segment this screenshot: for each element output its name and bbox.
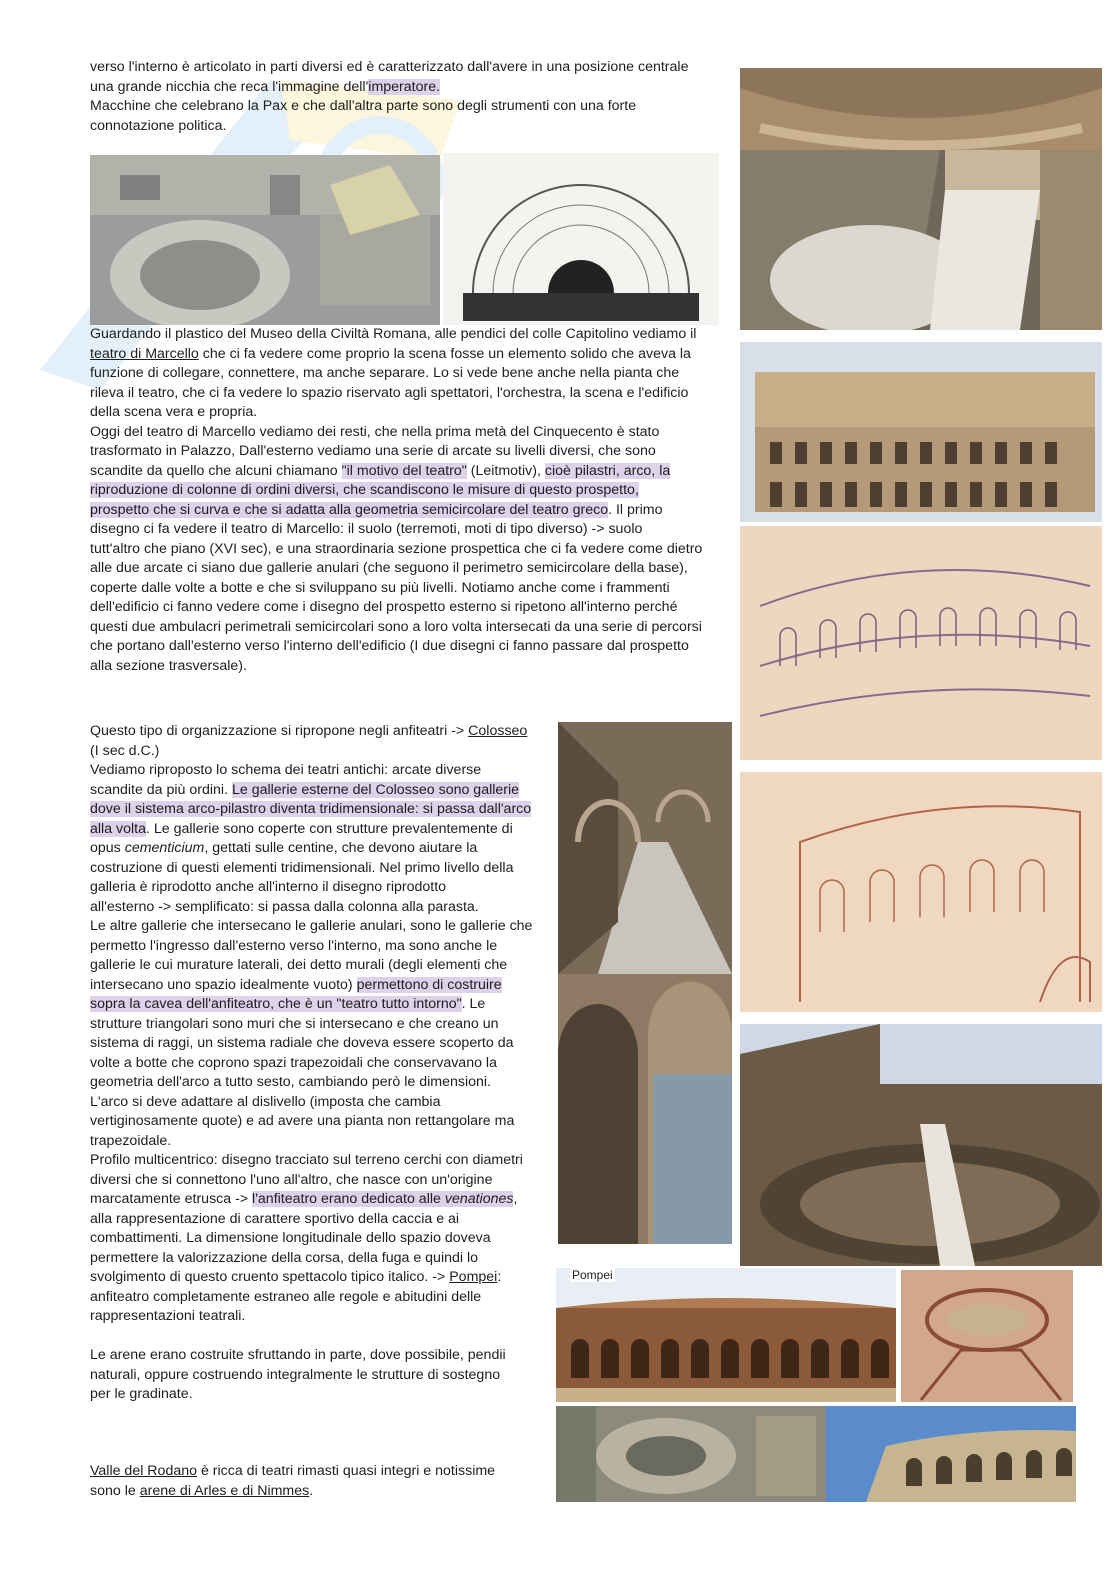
text-line: sono le arene di Arles e di Nimmes. <box>90 1482 314 1499</box>
text-line: svolgimento di questo cruento spettacolo tipico italico. -> Pompei: <box>90 1269 502 1285</box>
theatre-top-photo <box>740 68 1102 150</box>
text-line: diversi che si connettono l'uno all'altro, che nasce con un'origine <box>90 1171 493 1188</box>
text-line: vertiginosamente quote) e ad avere una pianta non rettangolare ma <box>90 1113 515 1129</box>
text-line: anfiteatro completamente estraneo alle regole e abitudini delle <box>90 1288 482 1305</box>
text-line: una grande nicchia che reca l'immagine dell'imperatore. <box>90 78 441 95</box>
text-line: prospetto che si curva e che si adatta alla geometria semicircolare del teatro greco. Il primo <box>90 501 663 518</box>
text-line: permetto l'ingresso dall'esterno verso l'interno, ma sono anche le <box>90 937 498 954</box>
text-line: galleria è riprodotto anche all'interno il disegno riprodotto <box>90 879 447 895</box>
rodano-paragraph <box>90 1462 552 1501</box>
text-line: della scena vera e propria. <box>90 404 258 420</box>
intro-paragraph <box>90 58 730 136</box>
text-line: opus cementicium, gettati sulle centine, che devono aiutare la <box>90 840 478 856</box>
text-line: combattimenti. La dimensione longitudinale dello spazio doveva <box>90 1230 491 1246</box>
text-line: Valle del Rodano è ricca di teatri rimasti quasi integri e notissime <box>90 1463 496 1479</box>
marcello-sketch-drawing <box>740 526 1102 760</box>
theatre-plan-drawing <box>443 153 719 325</box>
text-line: che portano dall'esterno verso l'interno dell'edificio (I due disegni ci fanno passare dal prospetto <box>90 638 689 654</box>
text-line: verso l'interno è articolato in parti diversi ed è caratterizzato dall'avere in una posizione centrale <box>90 59 689 75</box>
text-line: L'arco si deve adattare al dislivello (imposta che cambia <box>90 1093 441 1110</box>
text-line: Guardando il plastico del Museo della Civiltà Romana, alle pendici del colle Capitolino vediamo il <box>90 326 697 342</box>
highlight: dove il sistema arco-pilastro diventa tridimensionale: si passa dall'arco <box>90 801 532 817</box>
arene-paragraph <box>90 1346 552 1405</box>
text-line: scandite da più ordini. Le gallerie esterne del Colosseo sono gallerie <box>90 781 520 798</box>
text-line: costruzione di questi elementi tridimensionali. Nel primo livello della <box>90 859 514 876</box>
pompei-link[interactable]: Pompei <box>449 1269 498 1285</box>
text-line: per le gradinate. <box>90 1386 193 1402</box>
text-line: Oggi del teatro di Marcello vediamo dei resti, che nella prima metà del Cinquecento è stato <box>90 423 660 440</box>
text-line: scandite da quello che alcuni chiamano "il motivo del teatro" (Leitmotiv), cioè pilastri, arco, la <box>90 462 671 479</box>
marcello-theatre-photo <box>740 342 1102 522</box>
arles-nimmes-link[interactable]: arene di Arles e di Nimmes <box>139 1482 310 1499</box>
text-line: connotazione politica. <box>90 117 227 134</box>
text-line: alla rappresentazione di carattere sportivo della caccia e ai <box>90 1210 460 1227</box>
text-line: rappresentazioni teatrali. <box>90 1308 246 1324</box>
colosseum-paragraph <box>90 722 552 1327</box>
gallery-corridor-photo <box>558 722 732 974</box>
highlight: Le gallerie esterne del Colosseo sono gallerie <box>231 781 520 798</box>
text-line: trasformato in Palazzo, Dall'esterno vediamo una serie di arcate su livelli diversi, che sono <box>90 443 656 459</box>
text-line: funzione di collegare, connettere, ma anche separare. Lo si vede bene anche nella pianta che <box>90 365 680 381</box>
highlight: l'anfiteatro erano dedicato alle venationes <box>252 1191 514 1207</box>
text-line: (I sec d.C.) <box>90 742 160 759</box>
pompei-fresco-photo <box>901 1270 1073 1402</box>
plastico-image <box>90 155 440 325</box>
highlight: riproduzione di colonne di ordini diversi, che scandiscono le misure di questo prospetto, <box>90 482 639 498</box>
highlight: sopra la cavea dell'anfiteatro, che è un "teatro tutto intorno" <box>90 996 462 1012</box>
text-line: rileva il teatro, che ci fa vedere lo spazio riservato agli spettatori, l'orchestra, la scena e l'edificio <box>90 384 689 401</box>
highlight: alla volta <box>90 820 146 837</box>
text-line <box>90 800 552 820</box>
colosseum-interior-photo <box>740 1024 1102 1266</box>
text-line: Le arene erano costruite sfruttando in parte, dove possibile, pendii <box>90 1347 506 1363</box>
text-line: alla sezione trasversale). <box>90 657 247 674</box>
text-line: Vediamo riproposto lo schema dei teatri antichi: arcate diverse <box>90 762 482 778</box>
rodano-link[interactable]: Valle del Rodano <box>90 1463 198 1479</box>
highlight: permettono di costruire <box>356 976 502 993</box>
marcello-paragraph <box>90 325 730 676</box>
text-line: teatro di Marcello che ci fa vedere come proprio la scena fosse un elemento solido che aveva la <box>90 345 691 362</box>
gallery-arch-photo <box>558 974 732 1244</box>
text-line: intersecano uno spazio idealmente vuoto) permettono di costruire <box>90 976 502 993</box>
text-line: Le altre gallerie che intersecano le gallerie anulari, sono le gallerie che <box>90 918 533 934</box>
text-line: strutture triangolari sono muri che si intersecano e che creano un <box>90 1015 499 1032</box>
highlight: cioè pilastri, arco, la <box>544 462 671 479</box>
text-line: marcatamente etrusca -> l'anfiteatro erano dedicato alle venationes, <box>90 1191 518 1207</box>
text-line: disegno ci fa vedere il teatro di Marcello: il suolo (terremoti, moti di tipo diverso) -> suolo <box>90 521 643 537</box>
text-line <box>90 481 730 501</box>
nimes-arena-photo <box>826 1406 1076 1502</box>
highlight: "il motivo del teatro" <box>341 462 467 479</box>
highlight: imperatore. <box>368 78 441 95</box>
text-line: Macchine che celebrano la Pax e che dall'altra parte sono degli strumenti con una forte <box>90 98 637 114</box>
text-line: alla volta. Le gallerie sono coperte con strutture prevalentemente di <box>90 820 513 837</box>
text-line: Profilo multicentrico: disegno tracciato sul terreno cerchi con diametri <box>90 1152 523 1168</box>
arles-aerial-photo <box>556 1406 826 1502</box>
colosseum-sketch-drawing <box>740 772 1102 1012</box>
text-line: Questo tipo di organizzazione si ripropone negli anfiteatri -> Colosseo <box>90 723 528 739</box>
pompei-caption: Pompei <box>572 1268 613 1282</box>
text-line: sistema di raggi, un sistema radiale che doveva essere scoperto da <box>90 1035 514 1051</box>
pompei-amphitheatre-photo <box>556 1268 896 1402</box>
text-line: naturali, oppure costruendo integralmente le strutture di sostegno <box>90 1366 501 1383</box>
text-line: dell'edificio ci fanno vedere come i disegno del prospetto esterno si ripetono all'interno perché <box>90 599 678 615</box>
text-line: permettere la valorizzazione della corsa, della fuga e quindi lo <box>90 1249 479 1266</box>
text-line: trapezoidale. <box>90 1132 172 1149</box>
text-line: alle due arcate ci siano due gallerie anulari (che seguono il perimetro semicircolare della base), <box>90 560 688 576</box>
text-line: coperte dalle volte a botte e che si sviluppano su più livelli. Notiamo anche come i frammenti <box>90 579 670 596</box>
text-line: volte a botte che coprono spazi trapezoidali che conservavano la <box>90 1054 497 1071</box>
theatre-cavea-photo <box>740 150 1102 330</box>
highlight: prospetto che si curva e che si adatta alla geometria semicircolare del teatro greco <box>90 501 609 518</box>
text-line: gallerie le cui murature laterali, dei detto murali (degli elementi che <box>90 957 508 973</box>
text-line: geometria dell'arco a tutto sesto, cambiando però le dimensioni. <box>90 1074 491 1090</box>
marcello-link[interactable]: teatro di Marcello <box>90 345 199 362</box>
text-line: sopra la cavea dell'anfiteatro, che è un "teatro tutto intorno". Le <box>90 996 486 1012</box>
text-line: tutt'altro che piano (XVI sec), e una straordinaria sezione prospettica che ci fa vedere come dietro <box>90 540 703 557</box>
colosseo-link[interactable]: Colosseo <box>468 723 528 739</box>
text-line: all'esterno -> semplificato: si passa dalla colonna alla parasta. <box>90 898 479 915</box>
text-line: questi due ambulacri perimetrali semicircolari sono a loro volta intersecati da una serie di percorsi <box>90 618 702 635</box>
